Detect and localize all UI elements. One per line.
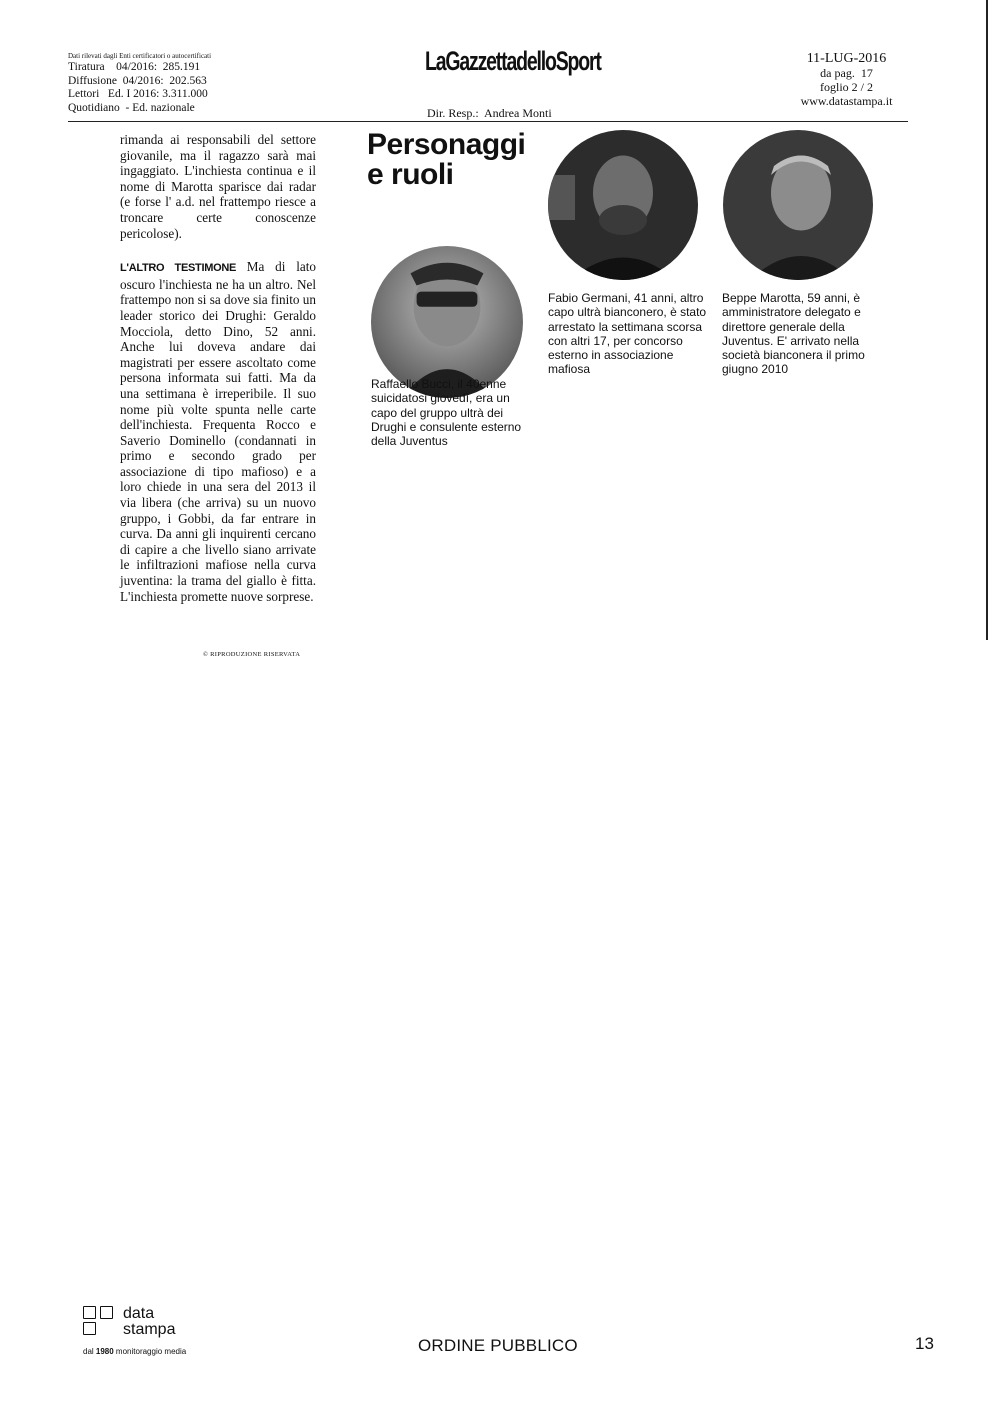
portrait-bucci (371, 246, 523, 398)
lettori-line: Lettori Ed. I 2016: 3.311.000 (68, 88, 208, 100)
feature-title-line-2: e ruoli (367, 158, 454, 191)
logo-tag-prefix: dal (83, 1347, 96, 1356)
paragraph-2-text: Ma di lato oscuro l'inchiesta ne ha un altro. Nel frattempo non si sa dove sia finito un leader storico dei Drughi: Geraldo Mocciola, detto Dino, 52 anni. Anche lui doveva andare dai magistrati per essere ascoltato come persona informata sui fatti. Ma da una settimana è irreperibile. Il suo nome più volte spunta nelle carte dell'inchiesta. Frequenta Rocco e Saverio Dominello (condannati in primo e secondo grado per associazione di tipo mafioso) e a loro chiede in una sera del 2013 il via libera (che arriva) su un nuovo gruppo, i Gobbi, da far entrare in curva. Da anni gli inquirenti cercano di capire a che livello siano arrivate le infiltrazioni mafiose nella curva juventina: la trama del giallo è fitta. L'inchiesta promette nuove sorprese. (120, 259, 316, 604)
page-number: 13 (915, 1334, 934, 1353)
logo-word-data: data (123, 1305, 155, 1322)
sheet-number: foglio 2 / 2 (820, 80, 873, 94)
article-paragraph-2 (120, 259, 316, 604)
article-paragraph-1: rimanda ai responsabili del settore giovanile, ma il ragazzo sarà mai ingaggiato. L'inchiesta continua e il nome di Marotta sparisce dai radar (e forse l' a.d. nel frattempo riesce a troncare certe conoscenze pericolose). (120, 132, 316, 241)
logo-tagline (83, 1347, 243, 1356)
issue-date: 11-LUG-2016 (806, 51, 887, 66)
datastampa-logo (83, 1306, 243, 1356)
page-edge-rule (986, 0, 988, 640)
diffusione-line: Diffusione 04/2016: 202.563 (68, 74, 207, 87)
page-from: da pag. 17 (820, 66, 873, 80)
tiratura-line: Tiratura 04/2016: 285.191 (68, 61, 201, 73)
feature-title-line-1: Personaggi (367, 128, 526, 161)
newspaper-masthead: LaGazzettadelloSport (425, 46, 601, 76)
feature-title (367, 130, 525, 190)
header-rule (68, 121, 908, 122)
portrait-marotta (723, 130, 873, 280)
section-kicker: L'ALTRO TESTIMONE (120, 262, 237, 275)
edition-line: Quotidiano - Ed. nazionale (68, 101, 195, 114)
issue-info (784, 52, 909, 108)
circulation-info (68, 52, 318, 115)
director-line: Dir. Resp.: Andrea Monti (427, 106, 552, 120)
source-note: Dati rilevati dagli Enti certificatori o autocertificati (68, 52, 212, 60)
website-link[interactable]: www.datastampa.it (800, 94, 893, 108)
article-column (120, 132, 316, 604)
logo-tag-year: 1980 (95, 1347, 114, 1356)
caption-bucci: Raffaello Bucci, il 40enne suicidatosi giovedì, era un capo del gruppo ultrà dei Drughi e consulente esterno della Juventus (371, 377, 522, 449)
logo-squares-icon (83, 1306, 123, 1342)
portrait-germani (548, 130, 698, 280)
logo-word-stampa: stampa (123, 1321, 176, 1338)
caption-marotta: Beppe Marotta, 59 anni, è amministratore delegato e direttore generale della Juventus. E' arrivato nella società bianconera il primo giugno 2010 (722, 291, 865, 377)
caption-germani: Fabio Germani, 41 anni, altro capo ultrà bianconero, è stato arrestato la settimana scorsa con altri 17, per concorso esterno in associazione mafiosa (548, 291, 707, 377)
logo-tag-suffix: monitoraggio media (113, 1347, 187, 1356)
section-label: ORDINE PUBBLICO (418, 1336, 578, 1355)
copyright-note: © RIPRODUZIONE RISERVATA (203, 651, 301, 658)
